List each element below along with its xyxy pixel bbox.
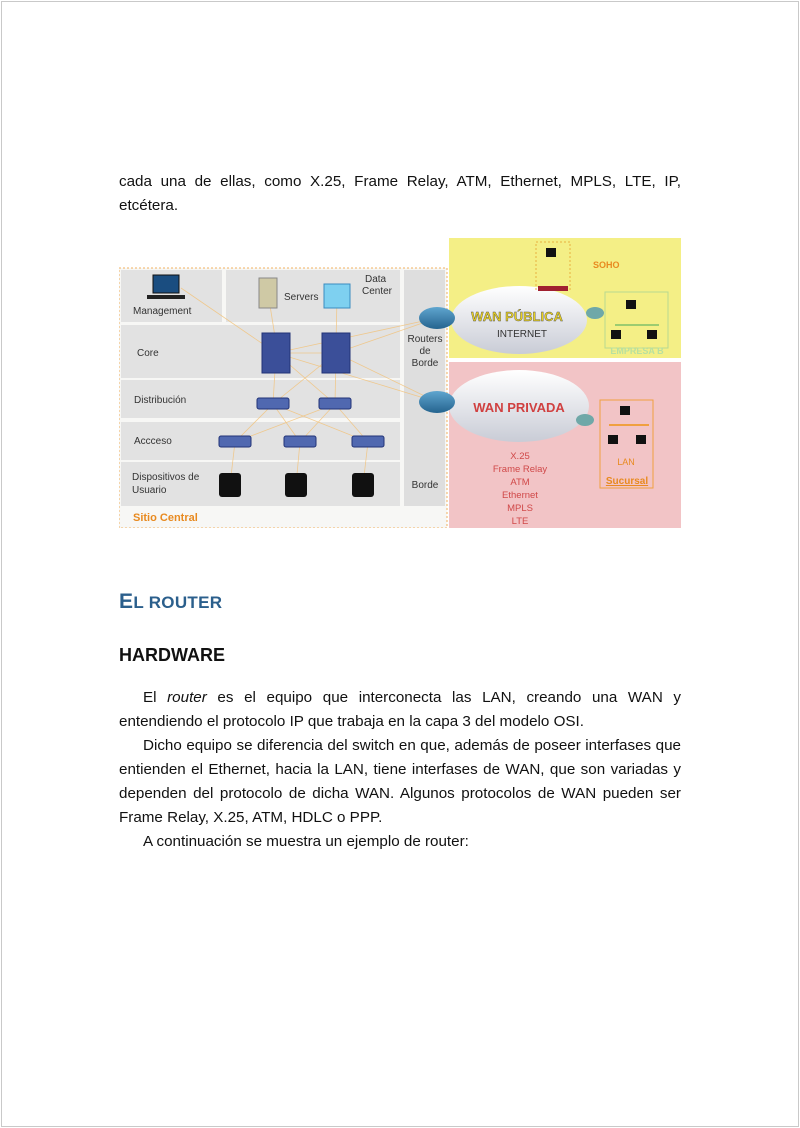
label-borde: Borde bbox=[411, 480, 439, 491]
label-wan-publica: WAN PÚBLICA bbox=[471, 309, 563, 324]
paragraph-example-intro: A continuación se muestra un ejemplo de router: bbox=[143, 833, 469, 850]
protocol-item: X.25 bbox=[510, 451, 530, 462]
text: es el equipo que interconecta las LAN, creando una WAN y entendiendo el protocolo IP que trabaja en la capa 3 del modelo OSI. bbox=[119, 689, 681, 730]
label-routers: Routers bbox=[407, 334, 443, 345]
label-dispositivos: Dispositivos de bbox=[132, 472, 200, 483]
edge-router-public-icon bbox=[419, 307, 455, 329]
emphasis-router: router bbox=[167, 689, 207, 706]
section-title-rest: L ROUTER bbox=[133, 593, 223, 612]
server-tower-icon bbox=[259, 278, 277, 308]
edge-router-private-icon bbox=[419, 391, 455, 413]
label-lan: LAN bbox=[617, 457, 635, 467]
label-data: Data bbox=[365, 274, 387, 285]
label-distribucion: Distribución bbox=[134, 395, 187, 406]
label-core: Core bbox=[137, 348, 159, 359]
protocol-item: LTE bbox=[511, 516, 529, 527]
paragraph-router-vs-switch: Dicho equipo se diferencia del switch en que, además de poseer interfases que entienden el Ethernet, hacia la LAN, tiene interfases de WAN, que son variadas y dependen del protocolo de dicha WAN. Algunos protocolos de WAN pueden ser Frame Relay, X.25, ATM, HDLC o PPP. bbox=[119, 737, 681, 826]
label-usuario: Usuario bbox=[132, 485, 167, 496]
label-acceso: Accceso bbox=[134, 436, 172, 447]
section-title bbox=[119, 590, 222, 614]
subsection-title: HARDWARE bbox=[119, 645, 225, 665]
label-internet: INTERNET bbox=[497, 329, 547, 340]
label-sucursal: Sucursal bbox=[605, 476, 649, 487]
label-borde-top: Borde bbox=[411, 358, 439, 369]
label-management: Management bbox=[133, 306, 192, 317]
label-center: Center bbox=[362, 286, 393, 297]
protocol-item: Frame Relay bbox=[492, 464, 548, 475]
protocol-item: ATM bbox=[510, 477, 530, 488]
blade-server-icon bbox=[324, 284, 350, 308]
access-switch-icons bbox=[219, 436, 384, 447]
branch-router-icon bbox=[576, 414, 594, 426]
text: El bbox=[143, 689, 168, 706]
label-empresa-b: EMPRESA B bbox=[610, 346, 664, 356]
intro-paragraph: cada una de ellas, como X.25, Frame Relay, ATM, Ethernet, MPLS, LTE, IP, etcétera. bbox=[119, 173, 681, 214]
label-de: de bbox=[419, 346, 431, 357]
network-diagram bbox=[119, 238, 681, 528]
section-title-initial: E bbox=[119, 590, 134, 613]
monitor-icon bbox=[147, 275, 185, 299]
protocol-item: MPLS bbox=[507, 503, 533, 514]
label-sitio-central: Sitio Central bbox=[133, 512, 198, 524]
label-wan-privada: WAN PRIVADA bbox=[473, 400, 565, 415]
label-soho: SOHO bbox=[593, 260, 620, 270]
soho-router-icon bbox=[538, 286, 568, 291]
label-servers: Servers bbox=[284, 292, 319, 303]
protocol-item: Ethernet bbox=[502, 490, 538, 501]
border-column bbox=[404, 270, 445, 506]
paragraph-router-definition bbox=[119, 686, 681, 734]
empresa-router-icon bbox=[586, 307, 604, 319]
